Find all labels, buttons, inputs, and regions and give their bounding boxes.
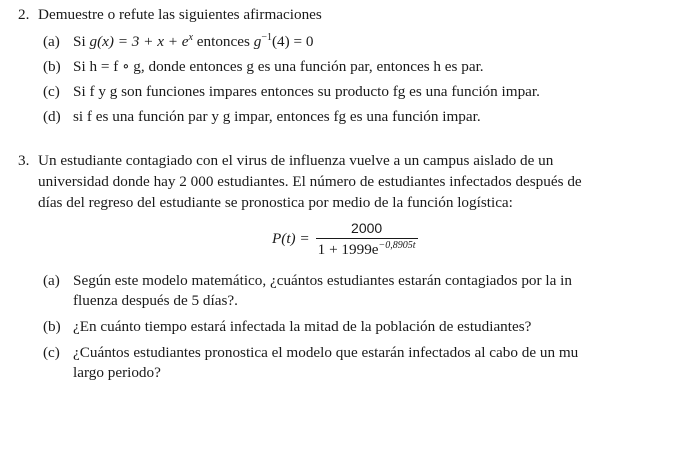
problem-3-item-c-label: (c) [43,344,60,361]
problem-3-item-c-line-1: ¿Cuántos estudiantes pronostica el modelo que estarán infectados al cabo de un mu [73,344,579,361]
formula-lhs: P(t) = [272,230,310,247]
logistic-formula [272,219,418,259]
problem-3-item-a-line-2: fluenza después de 5 días?. [73,292,238,309]
formula-numerator: 2000 [351,219,383,236]
problem-2-item-c-text: Si f y g son funciones impares entonces su producto fg es una función impar. [73,83,540,100]
problem-2-item-c-label: (c) [43,83,60,100]
problem-3-item-b-label: (b) [43,318,61,335]
problem-3-intro-line-1: Un estudiante contagiado con el virus de influenza vuelve a un campus aislado de un [38,152,554,169]
problem-2-item-a-text: Si $g(x) = 3 + x + e^x$ entonces $g^{-1}(4) = 0$ [73,32,314,50]
problem-2-item-b-label: (b) [43,58,61,75]
problem-3-item-b-line-1: ¿En cuánto tiempo estará infectada la mitad de la población de estudiantes? [73,318,532,335]
problem-2-item-b-text: Si h = f ∘ g, donde entonces g es una función par, entonces h es par. [73,58,484,75]
problem-2-heading: Demuestre o refute las siguientes afirmaciones [38,6,322,23]
formula-denominator: $1 + 1999e^{-0,8905t}$ [317,239,416,258]
problem-3-intro-line-2: universidad donde hay 2 000 estudiantes. El número de estudiantes infectados después de [38,173,582,190]
problem-2-item-d-text: si f es una función par y g impar, entonces fg es una función impar. [73,108,481,125]
problem-3-number: 3. [18,152,30,169]
problem-2-item-d-label: (d) [43,108,61,125]
problem-3-intro-line-3: días del regreso del estudiante se pronostica por medio de la función logística: [38,194,513,211]
formula-fraction [316,220,418,259]
problem-2-number: 2. [18,6,30,23]
problem-3-item-a-label: (a) [43,272,60,289]
problem-2-item-a-label: (a) [43,33,60,50]
problem-3-item-a-line-1: Según este modelo matemático, ¿cuántos estudiantes estarán contagiados por la in [73,272,572,289]
problem-3-item-c-line-2: largo periodo? [73,364,161,381]
